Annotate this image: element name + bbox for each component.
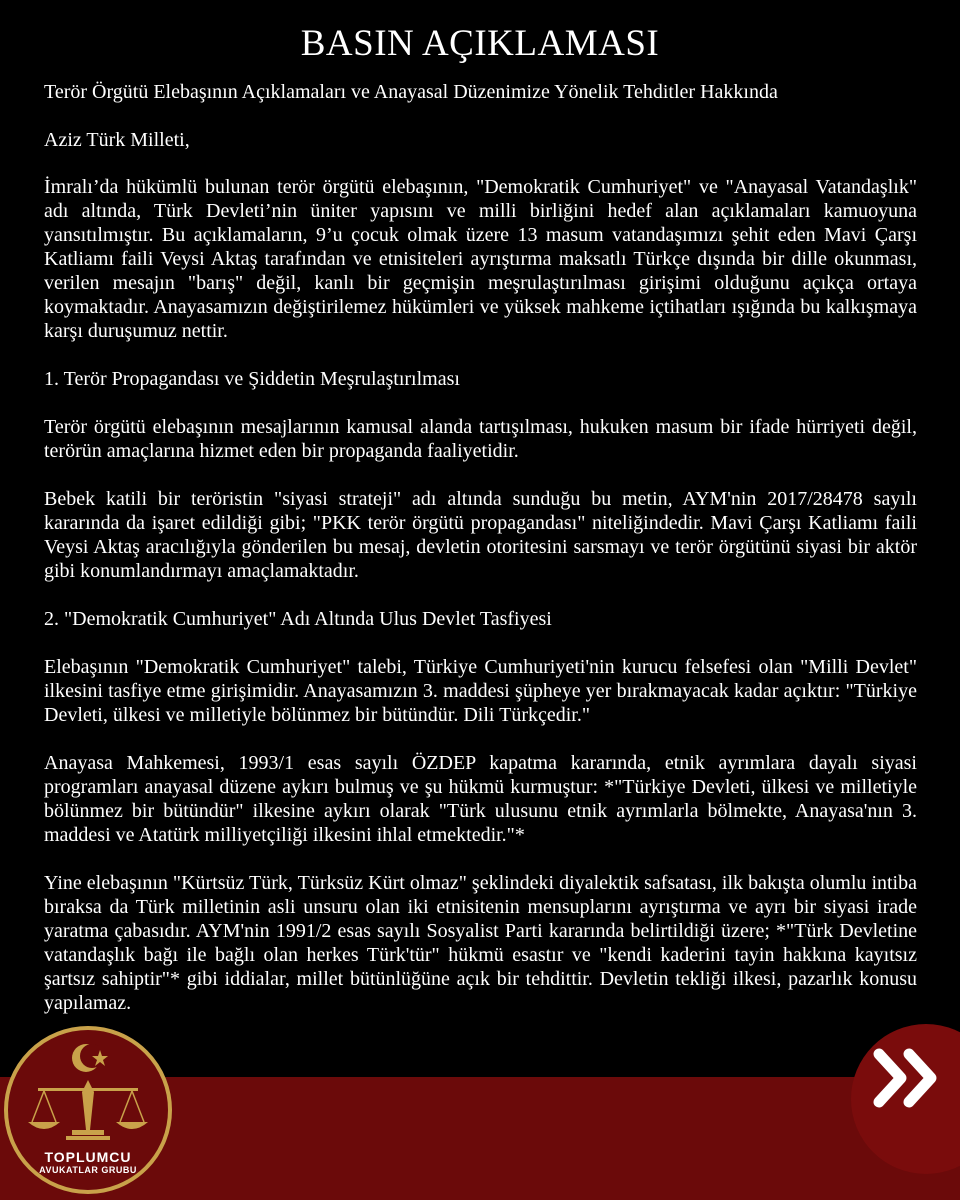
section-2-paragraph-3: Yine elebaşının "Kürtsüz Türk, Türksüz Kürt olmaz" şeklindeki diyalektik safsatası, ilk bakışta olumlu intiba bıraksa da Türk milletinin asli unsuru olan iki etnisitenin mensuplarını ayrıştırma ve ayrı bir siyasi irade yaratma çabasıdır. AYM'nin 1991/2 esas sayılı Sosyalist Parti kararında belirtildiği üzere; *"Türk Devletine vatandaşlık bağı ile bağlı olan herkes Türk'tür" hükmü esastır ve "kendi kaderini tayin hakkına kayıtsız şartsız sahiptir"* gibi iddialar, millet bütünlüğüne açık bir tehdittir. Devletin tekliği ilkesi, pazarlık konusu yapılamaz. — [44, 872, 917, 1014]
document-subtitle: Terör Örgütü Elebaşının Açıklamaları ve Anayasal Düzenimize Yönelik Tehditler Hakkında — [44, 81, 778, 103]
intro-paragraph: İmralı’da hükümlü bulunan terör örgütü elebaşının, "Demokratik Cumhuriyet" ve "Anayasal Vatandaşlık" adı altında, Türk Devleti’nin üniter yapısını ve milli birliğini hedef alan açıklamaları kamuoyuna yansıtılmıştır. Bu açıklamaların, 9’u çocuk olmak üzere 13 masum vatandaşımızı şehit eden Mavi Çarşı Katliamı faili Veysi Aktaş tarafından ve etnisiteleri ayrıştırma maksatlı Türkçe dışında bir dille okunması, verilen mesajın "barış" değil, kanlı bir geçmişin meşrulaştırılması girişimi olduğunu açıkça ortaya koymaktadır. Anayasamızın değiştirilemez hükümleri ve yüksek mahkeme içtihatları ışığında bu kalkışmaya karşı duruşumuz nettir. — [44, 176, 917, 342]
double-chevron-right-icon — [873, 1048, 943, 1108]
greeting: Aziz Türk Milleti, — [44, 129, 190, 151]
document-body — [44, 80, 917, 1039]
page-title: BASIN AÇIKLAMASI — [300, 23, 660, 64]
section-2-paragraph-1: Elebaşının "Demokratik Cumhuriyet" talebi, Türkiye Cumhuriyeti'nin kurucu felsefesi olan "Milli Devlet" ilkesini tasfiye etme girişimidir. Anayasamızın 3. maddesi şüpheye yer bırakmayacak kadar açıktır: "Türkiye Devleti, ülkesi ve milletiyle bölünmez bir bütündür. Dili Türkçedir." — [44, 656, 917, 726]
section-1-paragraph-1: Terör örgütü elebaşının mesajlarının kamusal alanda tartışılması, hukuken masum bir ifade hürriyeti değil, terörün amaçlarına hizmet eden bir propaganda faaliyetidir. — [44, 416, 917, 462]
organization-logo — [4, 1026, 172, 1194]
section-1-heading: 1. Terör Propagandası ve Şiddetin Meşrulaştırılması — [44, 368, 460, 390]
section-1-paragraph-2: Bebek katili bir teröristin "siyasi strateji" adı altında sunduğu bu metin, AYM'nin 2017/28478 sayılı kararında da işaret edildiği gibi; "PKK terör örgütü propagandası" niteliğindedir. Mavi Çarşı Katliamı faili Veysi Aktaş aracılığıyla gönderilen bu mesaj, devletin otoritesini sarsmayı ve terör örgütünü siyasi bir aktör gibi konumlandırmayı amaçlamaktadır. — [44, 488, 917, 582]
logo-text-line1: TOPLUMCU — [44, 1149, 132, 1165]
section-2-paragraph-2: Anayasa Mahkemesi, 1993/1 esas sayılı ÖZDEP kapatma kararında, etnik ayrımlara dayalı siyasi programları anayasal düzene aykırı bulmuş ve şu hükmü kurmuştur: *"Türkiye Devleti, ülkesi ve milletiyle bölünmez bir bütündür" ilkesine aykırı olarak "Türk ulusunu etnik ayrımlarla bölmekte, Anayasa'nın 3. maddesi ve Atatürk milliyetçiliği ilkesini ihlal etmektedir."* — [44, 752, 917, 846]
logo-text-line2: AVUKATLAR GRUBU — [39, 1165, 137, 1175]
section-2-heading: 2. "Demokratik Cumhuriyet" Adı Altında Ulus Devlet Tasfiyesi — [44, 608, 552, 630]
